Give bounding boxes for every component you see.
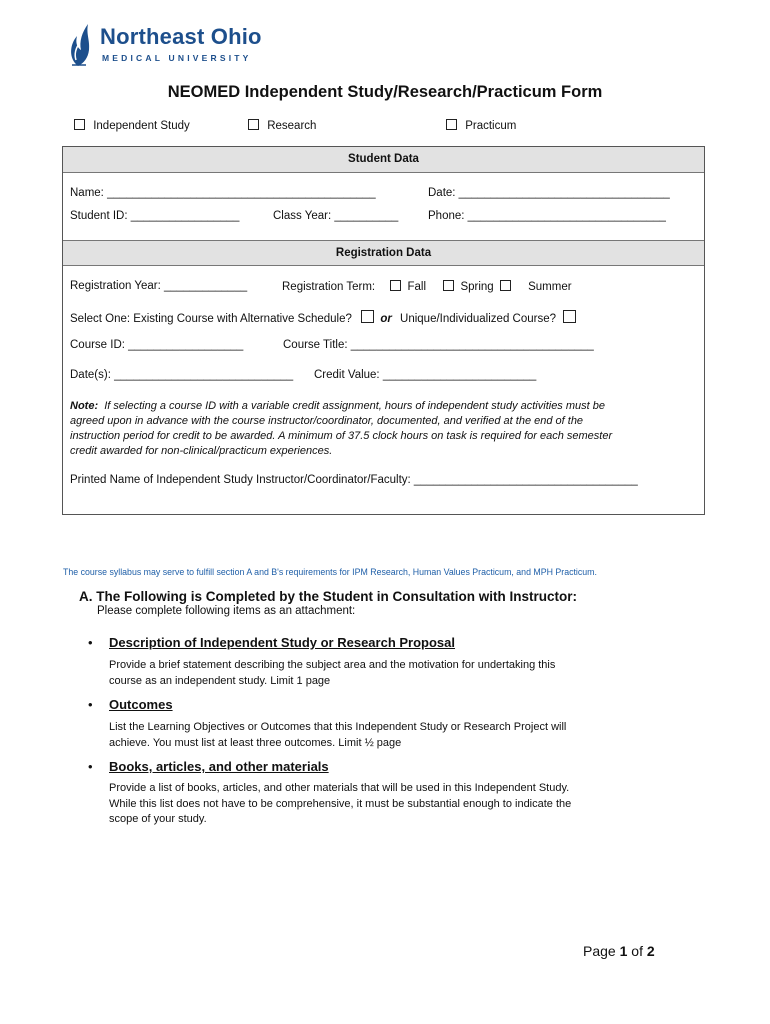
note-line: agreed upon in advance with the course instructor/coordinator, documented, and verified at the end of the <box>70 415 584 427</box>
item-books-text: Provide a list of books, articles, and other materials that will be used in this Independent Study. While this list does not have to be comprehensive, it must be substantial enough to indicate the scope of your study. <box>109 782 572 825</box>
bullet: • <box>88 759 93 774</box>
section-a-heading: A. The Following is Completed by the Student in Consultation with Instructor: <box>79 589 577 604</box>
registration-year-field[interactable]: Registration Year: _____________ <box>70 280 248 292</box>
term-label: Registration Term: <box>282 281 376 293</box>
checkbox[interactable] <box>74 119 85 130</box>
form-type-research[interactable] <box>248 119 316 132</box>
registration-term <box>282 280 572 293</box>
form-type-practicum[interactable] <box>446 119 516 132</box>
select-one-label: Select One: Existing Course with Alternative Schedule? <box>70 313 352 325</box>
student-id-field[interactable]: Student ID: _________________ <box>70 210 240 222</box>
checkbox[interactable] <box>248 119 259 130</box>
logo-subtitle: MEDICAL UNIVERSITY <box>102 53 252 63</box>
spring-label: Spring <box>460 281 494 293</box>
class-year-field[interactable]: Class Year: __________ <box>273 210 399 222</box>
credit-value-field[interactable]: Credit Value: ________________________ <box>314 369 537 381</box>
summer-checkbox[interactable] <box>500 280 511 291</box>
course-id-field[interactable]: Course ID: __________________ <box>70 339 244 351</box>
registration-data-heading: Registration Data <box>63 240 704 266</box>
note-line: credit awarded for non-clinical/practicum experiences. <box>70 445 333 457</box>
item-outcomes-title: Outcomes <box>109 697 173 712</box>
note-label: Note: <box>70 400 99 412</box>
university-logo <box>64 22 264 68</box>
option-label: Practicum <box>465 120 517 132</box>
course-type-select <box>70 310 576 325</box>
bullet: • <box>88 697 93 712</box>
option-label: Independent Study <box>93 120 190 132</box>
student-data-heading: Student Data <box>63 147 704 173</box>
item-description-text: Provide a brief statement describing the subject area and the motivation for undertaking this course as an independent study. Limit 1 page <box>109 659 556 687</box>
fall-checkbox[interactable] <box>390 280 401 291</box>
note-line: instruction period for credit to be awarded. A minimum of 37.5 clock hours on task is required for each semester <box>70 430 613 442</box>
phone-field[interactable]: Phone: _______________________________ <box>428 210 666 222</box>
fall-label: Fall <box>407 281 427 293</box>
syllabus-note: The course syllabus may serve to fulfill section A and B's requirements for IPM Research, Human Values Practicum, and MPH Practicum. <box>63 567 597 577</box>
option-label: Research <box>267 120 317 132</box>
summer-label: Summer <box>528 281 572 293</box>
unique-course-label: Unique/Individualized Course? <box>400 313 557 325</box>
note-line: Note: If selecting a course ID with a variable credit assignment, hours of independent study activities must be <box>70 400 605 412</box>
item-outcomes-text: List the Learning Objectives or Outcomes that this Independent Study or Research Project will achieve. You must list at least three outcomes. Limit ½ page <box>109 721 567 749</box>
page-title: NEOMED Independent Study/Research/Practicum Form <box>167 83 603 101</box>
date-field[interactable]: Date: _________________________________ <box>428 187 670 199</box>
logo-name: Northeast Ohio <box>100 24 262 49</box>
printed-name-field[interactable]: Printed Name of Independent Study Instructor/Coordinator/Faculty: ___________________________________ <box>70 474 638 486</box>
spring-checkbox[interactable] <box>443 280 454 291</box>
form-type-independent-study[interactable] <box>74 119 190 132</box>
course-title-field[interactable]: Course Title: ______________________________________ <box>283 339 594 351</box>
page-number: Page 1 of 2 <box>583 943 655 959</box>
name-field[interactable]: Name: __________________________________________ <box>70 187 376 199</box>
bullet: • <box>88 635 93 650</box>
checkbox[interactable] <box>446 119 457 130</box>
item-description-title: Description of Independent Study or Research Proposal <box>109 635 456 650</box>
or-word: or <box>380 313 392 325</box>
item-books-title: Books, articles, and other materials <box>109 759 329 774</box>
registration-note <box>70 399 700 459</box>
section-a-subheading: Please complete following items as an attachment: <box>97 605 356 617</box>
form-box <box>62 146 705 515</box>
flame-icon <box>64 22 94 68</box>
dates-field[interactable]: Date(s): ____________________________ <box>70 369 294 381</box>
unique-course-checkbox[interactable] <box>563 310 576 323</box>
existing-course-checkbox[interactable] <box>361 310 374 323</box>
